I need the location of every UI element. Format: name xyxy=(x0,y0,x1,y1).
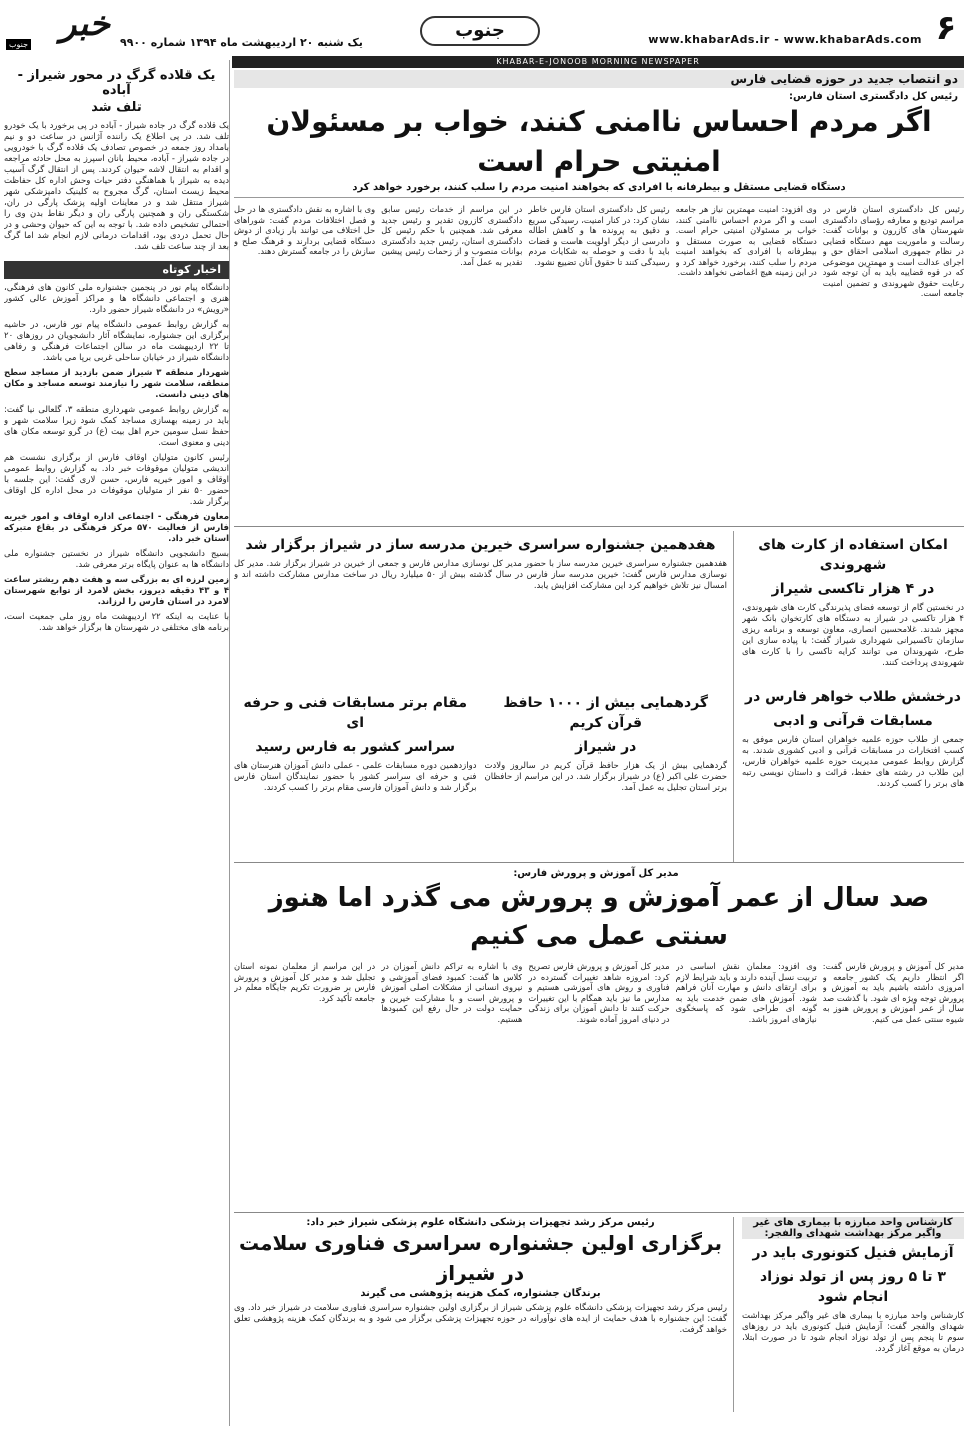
education-section xyxy=(234,862,964,1212)
quran-story-subtitle: در شیراز xyxy=(575,739,637,755)
education-subkicker: مدیر کل آموزش و پرورش فارس: xyxy=(513,868,679,879)
technical-story-subtitle: سراسر کشور به فارس رسید xyxy=(255,739,456,755)
news-item: زمین لرزه ای به بزرگی سه و هفت دهم ریشتر ساعت ۴ و ۴۳ دقیقه دیروز، بخش لامرد از توابع شهرستان لامرد در استان فارس را لرزاند. xyxy=(4,575,230,607)
quran-story-body: گردهمایی بیش از یک هزار حافظ قرآن کریم در سالروز ولادت حضرت علی اکبر (ع) در شیراز برگزار شد. در این مراسم از حافظان برتر استان تجلیل به عمل آمد. xyxy=(484,761,727,793)
news-item: شهردار منطقه ۳ شیراز ضمن بازدید از مساجد سطح منطقه، سلامت شهر را نیازمند توسعه مساجد و مکان های دینی دانست. xyxy=(4,368,229,400)
pku-title: آزمایش فنیل کتونوری باید در xyxy=(752,1245,954,1261)
article-column: در این مراسم از خدمات رئیس سابق دادگستری کازرون تقدیر و رئیس جدید معرفی شد. همچنین با حکم رئیس کل دادگستری استان، رئیس جدید دادگستری بوانات منصوب و از زحمات رئیس پیشین تقدیر به عمل آمد. xyxy=(381,204,523,267)
news-item: با عنایت به اینکه ۲۲ اردیبهشت ماه روز ملی جمعیت است، برنامه های مختلفی در شهرستان ها برگزار خواهد شد. xyxy=(4,612,230,633)
taxi-story-body: در نخستین گام از توسعه فضای پذیرندگی کارت های شهروندی، ۴ هزار تاکسی در شیراز به دستگاه های کارتخوان بانک شهر مجهز شدند. غلامحسین انصاری، معاون توسعه و برنامه ریزی سازمان تاکسیرانی شهرداری شیراز گفت: با پیاده سازی این طرح، شهروندان می توانند کرایه تاکسی را با کارت های شهروندی پرداخت کنند. xyxy=(742,603,964,668)
mid-center-stories xyxy=(234,531,734,862)
quran-story-title: گردهمایی بیش از ۱۰۰۰ حافظ قرآن کریم xyxy=(503,695,709,731)
top-story-columns xyxy=(234,204,964,526)
health-tech-kicker: رئیس مرکز رشد تجهیزات پزشکی دانشگاه علوم پزشکی شیراز خبر داد: xyxy=(306,1217,655,1228)
pku-story xyxy=(742,1217,964,1412)
taxi-story-title: امکان استفاده از کارت های شهروندی xyxy=(758,537,948,573)
article-column: وی افزود: معلمان نقش اساسی در تربیت نسل آینده دارند و باید شرایط لازم برای ارتقای دانش و مهارت آنان فراهم شود. آموزش های ضمن خدمت باید به گونه ای طراحی شود که پاسخگوی نیازهای امروز باشد. xyxy=(675,961,817,1024)
top-story-subkicker: رئیس کل دادگستری استان فارس: xyxy=(788,91,958,102)
website-urls[interactable]: www.khabarAds.ir - www.khabarAds.com xyxy=(648,33,922,46)
article-column: رئیس کل دادگستری استان فارس در مراسم تودیع و معارفه رؤسای دادگستری شهرستان های کازرون و بوانات گفت: رسالت و ماموریت مهم دستگاه قضایی در نظام جمهوری اسلامی احقاق حق و اجرای عدالت است و مهمترین موضوعی که در قوه قضاییه باید به آن توجه شود رعایت حقوق شهروندی و تضمین امنیت جامعه است. xyxy=(822,204,964,298)
education-headline: صد سال از عمر آموزش و پرورش می گذرد اما هنوز سنتی عمل می کنیم xyxy=(268,883,930,951)
seminary-story-subtitle: مسابقات قرآنی و ادبی xyxy=(773,713,933,729)
top-story-kicker: دو انتصاب جدید در حوزه قضایی فارس xyxy=(234,70,964,88)
health-tech-subtitle: برندگان جشنواره، کمک هزینه پژوهشی می گیرند xyxy=(360,1288,601,1299)
pku-subtitle: ۳ تا ۵ روز پس از تولد نوزاد انجام شود xyxy=(760,1269,946,1305)
health-tech-title: برگزاری اولین جشنواره سراسری فناوری سلامت در شیراز xyxy=(239,1231,722,1285)
news-item: بسیج دانشجویی دانشگاه شیراز در نخستین جشنواره ملی دانشگاه ها به عنوان پایگاه برتر معرفی شد. xyxy=(4,549,229,570)
education-columns xyxy=(234,961,964,1231)
news-item: رئیس کانون متولیان اوقاف فارس از برگزاری نشست هم اندیشی متولیان موقوفات خبر داد. به گزارش روابط عمومی اوقاف و امور خیریه فارس، حسن لاری گفت: این جلسه با حضور ۵۰ نفر از متولیان موقوفات در محل اداره کل اوقاف برگزار شد. xyxy=(4,453,229,507)
article-column: وی با اشاره به نقش دادگستری ها در حل و فصل اختلافات مردم گفت: شوراهای حل اختلاف می توانند بار زیادی از دوش دستگاه قضایی بردارند و فرهنگ صلح و سازش را در جامعه گسترش دهند. xyxy=(233,204,376,256)
article-column: در این مراسم از معلمان نمونه استان تجلیل شد و مدیر کل آموزش و پرورش فارس بر ضرورت تکریم جایگاه معلم در جامعه تأکید کرد. xyxy=(233,961,376,1003)
school-festival-title: هفدهمین جشنواره سراسری خیرین مدرسه ساز در شیراز برگزار شد xyxy=(245,537,716,553)
seminary-story-body: جمعی از طلاب حوزه علمیه خواهران استان فارس موفق به کسب افتخارات در مسابقات قرآنی و ادبی کشوری شدند. به گزارش روابط عمومی مدیریت حوزه علمیه خواهران فارس، این طلاب در رشته های حفظ، قرائت و داستان نویسی رتبه های برتر را کسب کردند. xyxy=(742,735,964,789)
middle-section xyxy=(234,526,964,862)
article-column: مدیر کل آموزش و پرورش فارس تصریح کرد: امروزه شاهد تغییرات گسترده در فناوری و روش های آموزشی هستیم و مدارس ما نیز باید همگام با این تغییرات حرکت کنند تا دانش آموزان برای زندگی در دنیای امروز آماده شوند. xyxy=(528,961,670,1024)
page-number: ۶ xyxy=(935,8,957,48)
top-story-headline: اگر مردم احساس ناامنی کنند، خواب بر مسئولان امنیتی حرام است xyxy=(266,105,932,178)
short-news-header: اخبار کوتاه xyxy=(4,261,229,279)
technical-story-title: مقام برتر مسابقات فنی و حرفه ای xyxy=(243,695,468,731)
mid-right-stories xyxy=(742,531,964,862)
top-story-lead: دستگاه قضایی مستقل و بیطرفانه با افرادی که بخواهند امنیت مردم را سلب کنند، برخورد خواهد کرد xyxy=(234,182,964,198)
technical-story-body: دوازدهمین دوره مسابقات علمی - عملی دانش آموزان هنرستان های فنی و حرفه ای سراسر کشور با حضور نمایندگان استان فارس برگزار شد و دانش آموزان فارسی مقام برتر را کسب کردند. xyxy=(234,761,477,793)
logo-tag: جنوب xyxy=(6,39,31,50)
article-column: رئیس کل دادگستری استان فارس خاطر نشان کرد: در کنار امنیت، رسیدگی سریع و دقیق به پرونده ها و کاهش اطاله دادرسی از دیگر اولویت هاست و قضات باید با دقت و حوصله به شکایات مردم رسیدگی کنند تا حقوق آنان تضییع نشود. xyxy=(528,204,670,267)
wolf-story-subtitle: تلف شد xyxy=(91,100,142,115)
banner-bar: KHABAR-E-JONOOB MORNING NEWSPAPER xyxy=(232,56,964,68)
pku-kicker: کارشناس واحد مبارزه با بیماری های غیر واگیر مرکز بهداشت شهدای والفجر: xyxy=(742,1217,964,1239)
wolf-story-body: یک قلاده گرگ در جاده شیراز - آباده در پی برخورد با یک خودرو تلف شد. در پی اطلاع یک راننده آژانس در ساعت دو و نیم بامداد روز جمعه در خصوص تصادف یک قلاده گرگ با خودرویی در جاده شیراز - آباده، محیط بانان اسپرز به محل حادثه مراجعه و اقدام به انتقال لاشه حیوان کردند. پس از انتقال گرگ آسیب دیده به شیراز با هماهنگی دفتر حیات وحش اداره کل حفاظت محیط زیست استان، گرگ مجروح به کلینیک دامپزشکی شهر شیراز منتقل شد و در معاینات اولیه پزشک پارگی در ران، شکستگی ران و همچنین پارگی ران و دیگر نقاط بدن وی را احتمالی تشخیص داده شد. با توجه به این که حیوان وحشی و در حال تحمل دردی بود، اقدامات درمانی لازم انجام شد اما گرگ بعد از چند ساعت تلف شد. xyxy=(4,121,229,252)
logo-word: خبر xyxy=(59,4,110,44)
wolf-story-title: یک قلاده گرگ در محور شیراز - آباده xyxy=(17,68,216,98)
school-festival-body: هفدهمین جشنواره سراسری خیرین مدرسه ساز با حضور مدیر کل نوسازی مدارس فارس و جمعی از خیرین در شیراز برگزار شد. مدیر کل نوسازی مدارس فارس گفت: خیرین مدرسه ساز فارس در سال گذشته بیش از ۵۰ میلیارد ریال در ساخت مدارس مشارکت داشته اند و امسال نیز تلاش خواهیم کرد این مشارکت افزایش یابد. xyxy=(234,559,727,591)
bottom-section xyxy=(234,1212,964,1412)
article-column: مدیر کل آموزش و پرورش فارس گفت: اگر انتظار داریم یک کشور جامعه و امروزی داشته باشیم باید به آموزش و پرورش توجه ویژه ای شود. با گذشت صد سال از عمر آموزش و پرورش هنوز به شیوه سنتی عمل می کنیم. xyxy=(822,961,964,1024)
masthead xyxy=(0,0,970,66)
newspaper-logo xyxy=(4,4,116,54)
article-column: وی با اشاره به تراکم دانش آموزان در کلاس ها گفت: کمبود فضای آموزشی و نیروی انسانی از مشکلات اصلی آموزش و پرورش است و با مشارکت خیرین و حمایت دولت در حال رفع این کمبودها هستیم. xyxy=(381,961,523,1024)
news-item: به گزارش روابط عمومی دانشگاه پیام نور فارس، در حاشیه برگزاری این جشنواره، نمایشگاه آثار دانشجویان در روزهای ۲۰ تا ۲۲ اردیبهشت ماه در سالن اجتماعات فرهنگی و رفاهی دانشگاه شیراز در خیابان ساحلی غربی برپا می باشد. xyxy=(4,320,229,363)
taxi-story-subtitle: در ۴ هزار تاکسی شیراز xyxy=(771,581,935,597)
seminary-story-title: درخشش طلاب خواهر فارس در xyxy=(745,689,961,705)
dateline: یک شنبه ۲۰ اردیبهشت ماه ۱۳۹۴ شماره ۹۹۰۰ xyxy=(120,36,363,49)
news-item: دانشگاه پیام نور در پنجمین جشنواره ملی کانون های فرهنگی، هنری و اجتماعی دانشگاه ها و مراکز آموزش عالی کشور «رویش» در دانشگاه شیراز حضور دارد. xyxy=(4,283,229,315)
news-item: معاون فرهنگی - اجتماعی اداره اوقاف و امور خیریه فارس از فعالیت ۵۷۰ مرکز فرهنگی در بقاع متبرکه استان خبر داد. xyxy=(4,512,229,544)
health-tech-body: رئیس مرکز رشد تجهیزات پزشکی دانشگاه علوم پزشکی شیراز از برگزاری اولین جشنواره سراسری فناوری سلامت در شیراز خبر داد. وی گفت: این جشنواره با هدف حمایت از ایده های نوآورانه در حوزه تجهیزات پزشکی برگزار می شود و به برندگان کمک هزینه پژوهشی تعلق خواهد گرفت. xyxy=(234,1303,727,1335)
pku-body: کارشناس واحد مبارزه با بیماری های غیر واگیر مرکز بهداشت شهدای والفجر گفت: آزمایش فنیل کتونوری باید در روزهای سوم تا پنجم پس از تولد نوزاد انجام شود تا در صورت ابتلا، درمان به موقع آغاز گردد. xyxy=(742,1311,964,1354)
article-column: وی افزود: امنیت مهمترین نیاز هر جامعه است و اگر مردم احساس ناامنی کنند، خواب بر مسئولان امنیتی حرام است. دستگاه قضایی به صورت مستقل و بیطرفانه با افرادی که بخواهند امنیت مردم را سلب کنند، برخورد خواهد کرد و در این زمینه هیچ اغماضی نخواهد داشت. xyxy=(675,204,817,277)
health-tech-story xyxy=(234,1217,734,1412)
news-item: به گزارش روابط عمومی شهرداری منطقه ۳، گلعالی نیا گفت: باید در زمینه بهسازی مساجد کمک شود زیرا سلامت شهر و حفظ نسل سومین حرم اهل بیت (ع) در گرو توسعه مکان های دینی و معنوی است. xyxy=(4,405,229,448)
left-column xyxy=(4,60,230,1426)
section-title: جنوب xyxy=(420,16,540,46)
main-content xyxy=(234,70,964,1426)
